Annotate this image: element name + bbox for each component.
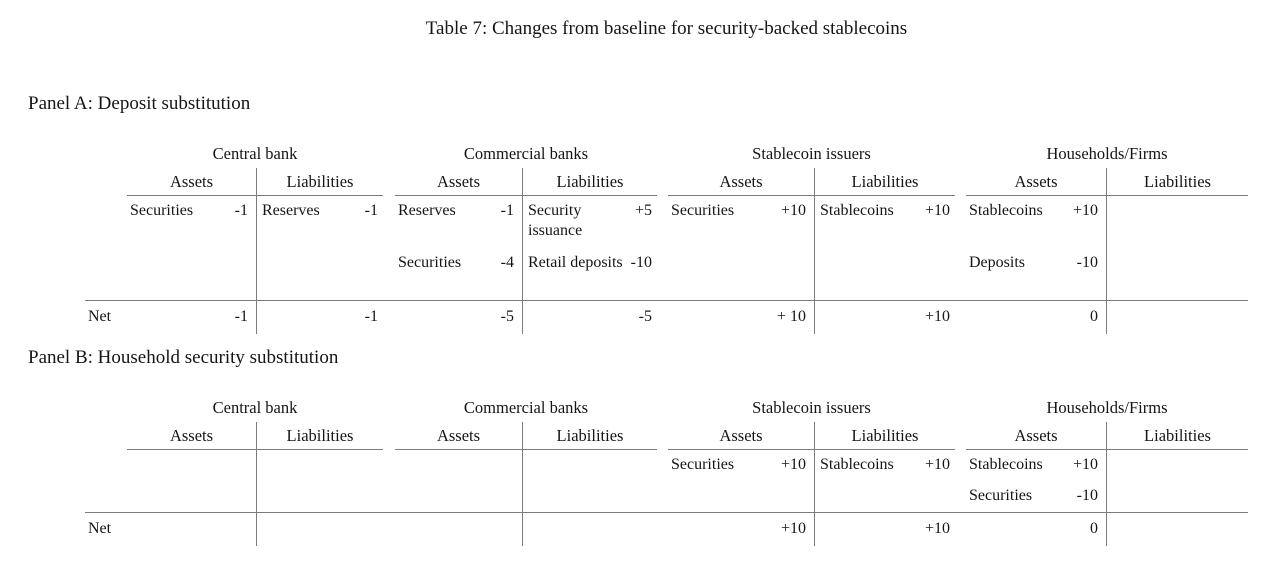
balance-cell xyxy=(395,481,523,512)
balance-cell xyxy=(668,450,815,481)
net-value: 0 xyxy=(966,512,1107,546)
entity-name: Households/Firms xyxy=(1046,398,1168,417)
balance-cell xyxy=(257,196,383,248)
entry-value: +10 xyxy=(1072,456,1098,473)
panel-a-table xyxy=(85,138,1280,334)
net-rule-spacer xyxy=(383,300,395,334)
net-rule-spacer xyxy=(955,300,966,334)
entry-value: +10 xyxy=(1072,202,1098,219)
balance-cell xyxy=(1107,248,1248,300)
entry-label: Securities xyxy=(671,456,735,473)
net-label: Net xyxy=(85,512,127,546)
entry-label: Securities xyxy=(130,202,194,219)
entry-value: -10 xyxy=(1076,487,1098,504)
balance-cell xyxy=(966,196,1107,248)
balance-cell xyxy=(668,196,815,248)
balance-cell xyxy=(815,248,955,300)
assets-header: Assets xyxy=(395,422,523,450)
balance-cell xyxy=(966,450,1107,481)
entry-label: Securities xyxy=(969,487,1033,504)
balance-cell xyxy=(127,450,257,481)
balance-cell xyxy=(523,450,657,481)
assets-header: Assets xyxy=(668,168,815,196)
entry-value: +10 xyxy=(780,202,806,219)
entry-value: +10 xyxy=(924,456,950,473)
net-value: 0 xyxy=(966,300,1107,334)
liabilities-header: Liabilities xyxy=(815,422,955,450)
entry-value: -1 xyxy=(234,202,248,219)
liabilities-header: Liabilities xyxy=(815,168,955,196)
assets-header: Assets xyxy=(668,422,815,450)
net-value xyxy=(127,512,257,546)
balance-cell xyxy=(257,248,383,300)
entry-label: Securities xyxy=(671,202,735,219)
entry-label: Securities xyxy=(398,254,462,271)
net-rule-spacer xyxy=(657,512,668,546)
net-rule-spacer xyxy=(955,512,966,546)
net-value xyxy=(1107,512,1248,546)
balance-cell xyxy=(668,248,815,300)
entry-label: Stablecoins xyxy=(820,456,894,473)
balance-cell xyxy=(395,450,523,481)
balance-cell xyxy=(257,450,383,481)
net-value: -5 xyxy=(395,300,523,334)
entity-name: Commercial banks xyxy=(463,398,589,417)
balance-cell xyxy=(523,248,657,300)
entry-value: -4 xyxy=(500,254,514,271)
entry-label: Stablecoins xyxy=(969,456,1043,473)
entry-value: -1 xyxy=(500,202,514,219)
liabilities-header: Liabilities xyxy=(1107,168,1248,196)
net-value: -1 xyxy=(257,300,383,334)
net-value: +10 xyxy=(815,300,955,334)
liabilities-header: Liabilities xyxy=(523,422,657,450)
assets-header: Assets xyxy=(395,168,523,196)
net-value: + 10 xyxy=(668,300,815,334)
assets-header: Assets xyxy=(966,422,1107,450)
entity-name: Central bank xyxy=(212,144,298,163)
entry-label: Security issuance xyxy=(528,202,583,239)
entry-label: Reserves xyxy=(262,202,320,219)
assets-header: Assets xyxy=(127,168,257,196)
entry-label: Reserves xyxy=(398,202,456,219)
balance-cell xyxy=(257,481,383,512)
net-label: Net xyxy=(85,300,127,334)
balance-cell xyxy=(966,481,1107,512)
entry-label: Retail deposits xyxy=(528,254,623,271)
entry-value: -10 xyxy=(1076,254,1098,271)
entity-name: Stablecoin issuers xyxy=(752,144,871,163)
net-value: +10 xyxy=(668,512,815,546)
net-rule-spacer xyxy=(383,512,395,546)
net-value xyxy=(395,512,523,546)
table-title: Table 7: Changes from baseline for security-backed stablecoins xyxy=(425,18,908,39)
panel-b-table xyxy=(85,392,1280,546)
liabilities-header: Liabilities xyxy=(257,422,383,450)
balance-cell xyxy=(523,196,657,248)
balance-cell xyxy=(127,481,257,512)
entity-name: Central bank xyxy=(212,398,298,417)
balance-cell xyxy=(1107,481,1248,512)
liabilities-header: Liabilities xyxy=(1107,422,1248,450)
entry-value: +10 xyxy=(780,456,806,473)
net-value xyxy=(257,512,383,546)
entry-label: Deposits xyxy=(969,254,1025,271)
entry-label: Stablecoins xyxy=(969,202,1043,219)
liabilities-header: Liabilities xyxy=(523,168,657,196)
panel-a-heading: Panel A: Deposit substitution xyxy=(28,93,251,114)
entity-name: Households/Firms xyxy=(1046,144,1168,163)
entity-name: Commercial banks xyxy=(463,144,589,163)
panel-b-heading: Panel B: Household security substitution xyxy=(28,347,339,368)
net-value: -1 xyxy=(127,300,257,334)
entry-value: +10 xyxy=(924,202,950,219)
entry-value: -1 xyxy=(364,202,378,219)
balance-cell xyxy=(1107,196,1248,248)
balance-cell xyxy=(523,481,657,512)
balance-cell xyxy=(815,196,955,248)
net-value xyxy=(1107,300,1248,334)
balance-cell xyxy=(395,196,523,248)
entry-label: Stablecoins xyxy=(820,202,894,219)
balance-cell xyxy=(127,248,257,300)
balance-cell xyxy=(1107,450,1248,481)
balance-cell xyxy=(815,481,955,512)
balance-cell xyxy=(127,196,257,248)
balance-cell xyxy=(668,481,815,512)
balance-cell xyxy=(966,248,1107,300)
entry-value: +5 xyxy=(634,202,652,219)
net-rule-spacer xyxy=(657,300,668,334)
liabilities-header: Liabilities xyxy=(257,168,383,196)
net-value: -5 xyxy=(523,300,657,334)
net-value xyxy=(523,512,657,546)
balance-cell xyxy=(815,450,955,481)
assets-header: Assets xyxy=(127,422,257,450)
balance-cell xyxy=(395,248,523,300)
assets-header: Assets xyxy=(966,168,1107,196)
entity-name: Stablecoin issuers xyxy=(752,398,871,417)
net-value: +10 xyxy=(815,512,955,546)
entry-value: -10 xyxy=(630,254,652,271)
